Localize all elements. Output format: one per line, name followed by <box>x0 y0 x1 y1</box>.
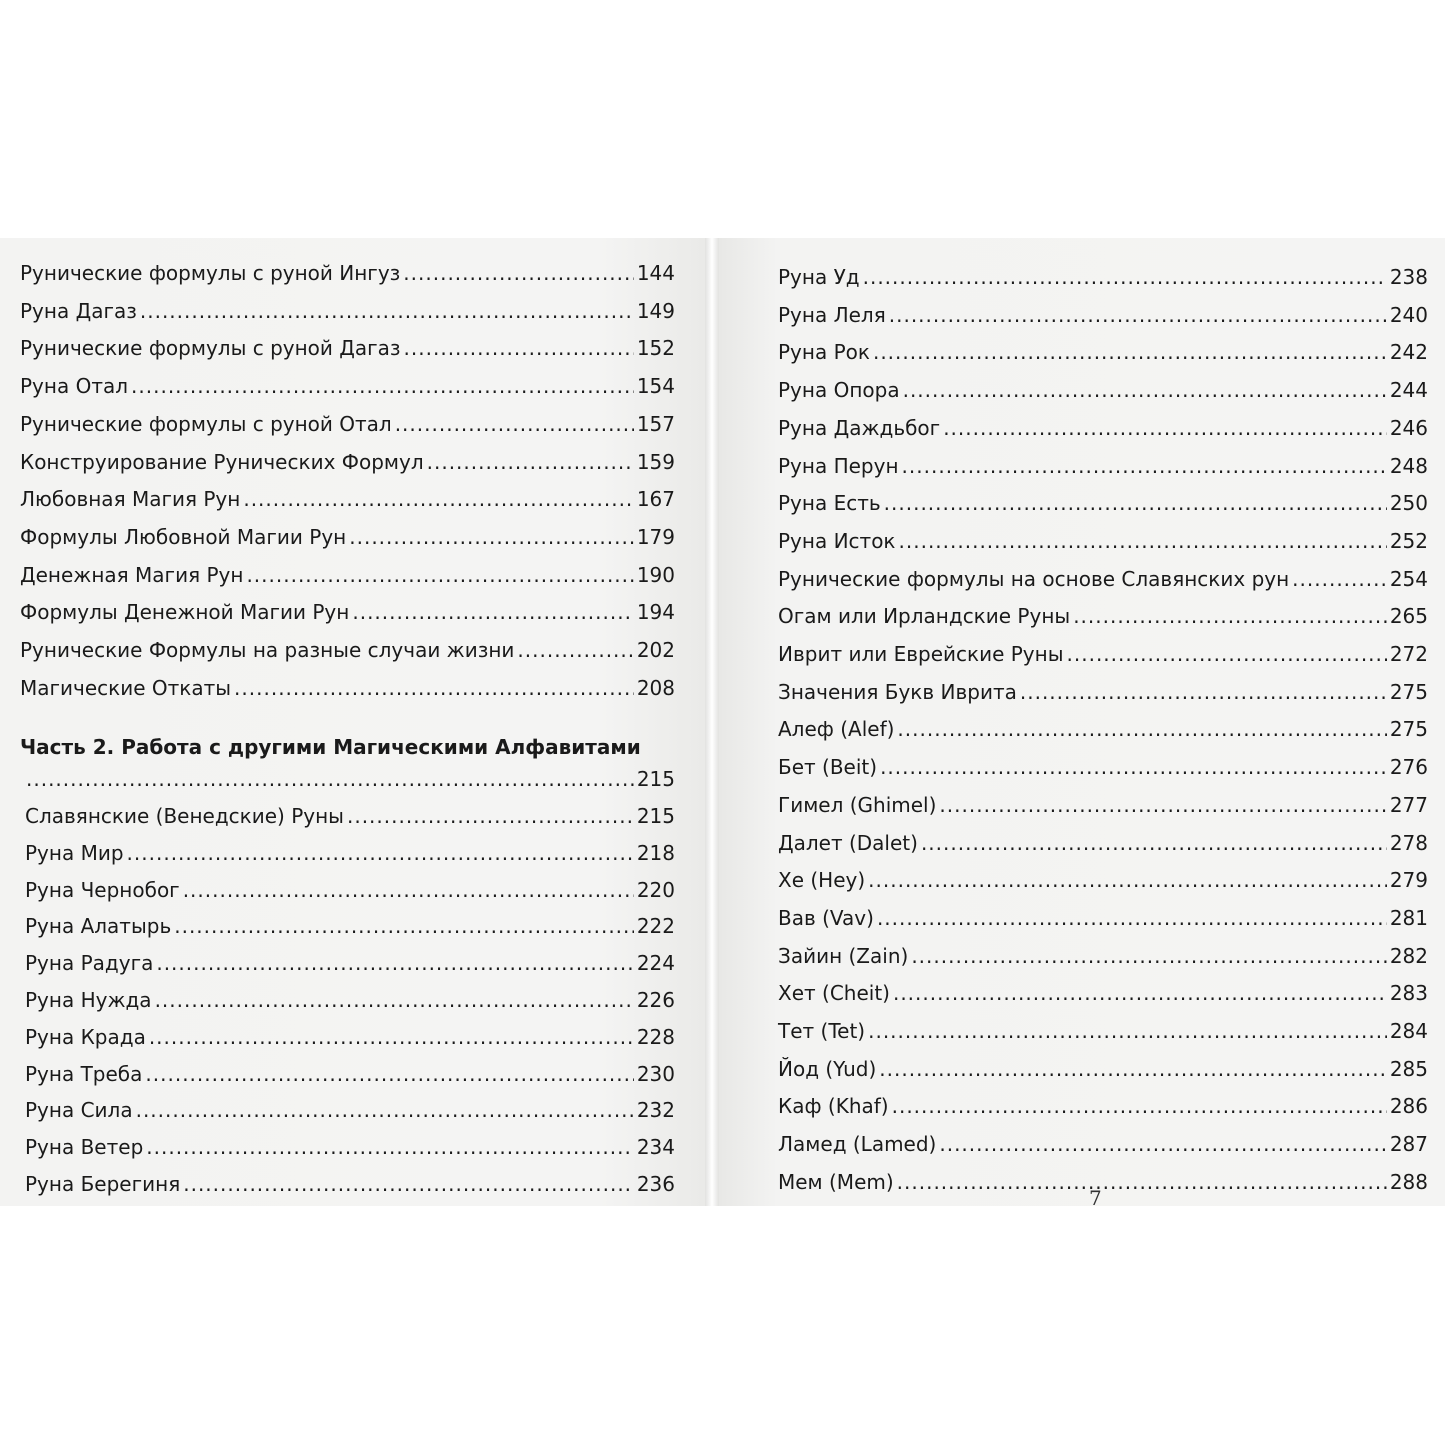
book-gutter <box>705 238 719 1206</box>
toc-leader-dots <box>902 448 1387 484</box>
toc-entry-page: 287 <box>1389 1132 1428 1156</box>
book-spread <box>0 238 1445 1206</box>
toc-entry-page: 236 <box>636 1172 675 1196</box>
toc-entry-title: Руна Берегиня <box>25 1172 181 1196</box>
toc-leader-dots <box>1073 598 1387 634</box>
toc-entry <box>20 594 675 630</box>
toc-entry-title: Вав (Vav) <box>778 906 874 930</box>
toc-entry-title: Руна Мир <box>25 841 124 865</box>
toc-entry-title: Алеф (Alef) <box>778 717 895 741</box>
toc-leader-dots <box>863 259 1387 295</box>
toc-leader-dots <box>884 485 1387 521</box>
toc-entry <box>778 259 1428 295</box>
toc-entry-page: 208 <box>636 676 675 700</box>
toc-entry-page: 202 <box>636 638 675 662</box>
toc-entry-page: 252 <box>1389 529 1428 553</box>
toc-entry <box>778 372 1428 408</box>
toc-entry-page: 157 <box>636 412 675 436</box>
toc-entry <box>778 523 1428 559</box>
toc-leader-dots <box>243 481 633 517</box>
toc-leader-dots <box>395 406 634 442</box>
toc-entry-title: Йод (Yud) <box>778 1057 877 1081</box>
toc-entry-page: 159 <box>636 450 675 474</box>
page-number: 7 <box>1089 1186 1102 1206</box>
toc-entry <box>778 975 1428 1011</box>
toc-leader-dots <box>911 938 1387 974</box>
toc-entry <box>778 711 1428 747</box>
toc-entry-page: 275 <box>1389 680 1428 704</box>
toc-leader-dots <box>404 330 634 366</box>
toc-leader-dots <box>921 825 1387 861</box>
toc-entry-title: Руна Алатырь <box>25 914 172 938</box>
toc-leader-dots <box>352 594 633 630</box>
toc-entry-title: Руна Крада <box>25 1025 146 1049</box>
toc-entry <box>778 297 1428 333</box>
toc-entry <box>20 368 675 404</box>
toc-entry <box>20 293 675 329</box>
toc-entry-page: 240 <box>1389 303 1428 327</box>
toc-entry <box>20 557 675 593</box>
toc-entry <box>778 674 1428 710</box>
toc-leader-dots <box>892 1088 1387 1124</box>
part-heading-leader <box>20 761 675 797</box>
toc-leader-dots <box>879 1051 1387 1087</box>
toc-entry <box>778 1013 1428 1049</box>
toc-leader-dots <box>517 632 633 668</box>
toc-entry-title: Любовная Магия Рун <box>20 487 241 511</box>
toc-leader-dots <box>131 368 634 404</box>
toc-entry-title: Руна Дагаз <box>20 299 137 323</box>
toc-entry-title: Руна Отал <box>20 374 129 398</box>
toc-entry-title: Магические Откаты <box>20 676 232 700</box>
toc-entry-page: 167 <box>636 487 675 511</box>
toc-entry-title: Рунические формулы на основе Славянских рун <box>778 567 1290 591</box>
toc-entry-title: Мем (Mem) <box>778 1170 894 1194</box>
toc-leader-dots <box>903 372 1387 408</box>
toc-entry <box>778 900 1428 936</box>
toc-entry-page: 154 <box>636 374 675 398</box>
toc-leader-dots <box>899 523 1387 559</box>
toc-entry-page: 228 <box>636 1025 675 1049</box>
toc-entry-page: 286 <box>1389 1094 1428 1118</box>
toc-entry-title: Каф (Khaf) <box>778 1094 889 1118</box>
toc-leader-dots <box>1292 561 1387 597</box>
toc-entry-title: Рунические формулы с руной Отал <box>20 412 392 436</box>
toc-entry-page: 218 <box>636 841 675 865</box>
right-page <box>719 238 1445 1206</box>
toc-entry-page: 283 <box>1389 981 1428 1005</box>
toc-entry-page: 190 <box>636 563 675 587</box>
toc-entry-page: 179 <box>636 525 675 549</box>
toc-entry-title: Руна Треба <box>25 1062 143 1086</box>
toc-leader-dots <box>156 945 633 981</box>
toc-leader-dots <box>183 872 634 908</box>
toc-entry-title: Ламед (Lamed) <box>778 1132 937 1156</box>
toc-entry-page: 232 <box>636 1098 675 1122</box>
toc-entry-title: Рунические Формулы на разные случаи жизни <box>20 638 515 662</box>
toc-leader-dots <box>26 761 634 797</box>
toc-entry <box>20 406 675 442</box>
toc-entry-title: Формулы Денежной Магии Рун <box>20 600 350 624</box>
toc-entry <box>20 632 675 668</box>
toc-entry-page: 288 <box>1389 1170 1428 1194</box>
toc-entry <box>778 938 1428 974</box>
toc-entry <box>778 561 1428 597</box>
toc-entry-title: Формулы Любовной Магии Рун <box>20 525 347 549</box>
toc-entry-title: Далет (Dalet) <box>778 831 918 855</box>
toc-leader-dots <box>1067 636 1387 672</box>
toc-entry-title: Руна Сила <box>25 1098 133 1122</box>
toc-entry-page: 278 <box>1389 831 1428 855</box>
toc-entry-page: 242 <box>1389 340 1428 364</box>
toc-entry <box>778 485 1428 521</box>
toc-entry-title: Руна Опора <box>778 378 900 402</box>
toc-entry-title: Конструирование Рунических Формул <box>20 450 424 474</box>
toc-entry-title: Иврит или Еврейские Руны <box>778 642 1064 666</box>
toc-entry-page: 248 <box>1389 454 1428 478</box>
toc-entry-page: 276 <box>1389 755 1428 779</box>
toc-entry-page: 282 <box>1389 944 1428 968</box>
toc-entry-title: Руна Ветер <box>25 1135 144 1159</box>
toc-entry-title: Руна Исток <box>778 529 896 553</box>
toc-entry-title: Руна Уд <box>778 265 860 289</box>
toc-entry-page: 250 <box>1389 491 1428 515</box>
toc-leader-dots <box>877 900 1387 936</box>
toc-entry <box>778 410 1428 446</box>
toc-entry-title: Славянские (Венедские) Руны <box>25 804 344 828</box>
toc-leader-dots <box>897 711 1386 747</box>
toc-entry <box>778 1051 1428 1087</box>
toc-entry-page: 244 <box>1389 378 1428 402</box>
toc-leader-dots <box>427 444 634 480</box>
toc-leader-dots <box>349 519 634 555</box>
toc-leader-dots <box>939 787 1386 823</box>
toc-leader-dots <box>889 297 1387 333</box>
toc-entry-page: 215 <box>636 767 675 791</box>
toc-entry <box>778 749 1428 785</box>
toc-leader-dots <box>943 410 1387 446</box>
left-page <box>0 238 705 1206</box>
toc-entry-title: Тет (Tet) <box>778 1019 866 1043</box>
toc-entry <box>778 862 1428 898</box>
toc-entry-title: Денежная Магия Рун <box>20 563 244 587</box>
toc-entry-title: Руна Леля <box>778 303 886 327</box>
toc-entry-page: 238 <box>1389 265 1428 289</box>
toc-entry-title: Бет (Beit) <box>778 755 878 779</box>
toc-entry-title: Гимел (Ghimel) <box>778 793 937 817</box>
toc-entry-title: Руна Есть <box>778 491 881 515</box>
toc-entry-title: Значения Букв Иврита <box>778 680 1017 704</box>
toc-entry-title: Руна Рок <box>778 340 870 364</box>
toc-entry <box>25 1056 675 1092</box>
toc-entry-page: 246 <box>1389 416 1428 440</box>
toc-entry-page: 224 <box>636 951 675 975</box>
toc-leader-dots <box>868 1013 1387 1049</box>
toc-leader-dots <box>183 1166 634 1202</box>
toc-entry <box>25 798 675 834</box>
toc-entry <box>25 835 675 871</box>
toc-entry-page: 220 <box>636 878 675 902</box>
toc-entry <box>25 982 675 1018</box>
toc-leader-dots <box>897 1164 1387 1200</box>
toc-entry-page: 285 <box>1389 1057 1428 1081</box>
toc-leader-dots <box>149 1019 634 1055</box>
toc-entry <box>25 1092 675 1128</box>
toc-entry-page: 275 <box>1389 717 1428 741</box>
toc-entry <box>20 481 675 517</box>
toc-leader-dots <box>868 862 1387 898</box>
toc-entry-page: 152 <box>636 336 675 360</box>
toc-entry-title: Зайин (Zain) <box>778 944 909 968</box>
toc-entry-title: Руна Даждьбог <box>778 416 941 440</box>
toc-entry <box>778 636 1428 672</box>
toc-entry-title: Рунические формулы с руной Дагаз <box>20 336 401 360</box>
toc-leader-dots <box>873 334 1387 370</box>
toc-leader-dots <box>1020 674 1387 710</box>
toc-entry-title: Огам или Ирландские Руны <box>778 604 1071 628</box>
toc-entry <box>778 787 1428 823</box>
toc-leader-dots <box>234 670 634 706</box>
toc-entry-page: 230 <box>636 1062 675 1086</box>
toc-entry-title: Хе (Hey) <box>778 868 866 892</box>
toc-entry-title: Руна Нужда <box>25 988 152 1012</box>
toc-entry <box>25 945 675 981</box>
toc-leader-dots <box>347 798 634 834</box>
toc-leader-dots <box>136 1092 634 1128</box>
toc-entry <box>20 670 675 706</box>
toc-entry-title: Руна Чернобог <box>25 878 180 902</box>
toc-entry <box>25 872 675 908</box>
toc-leader-dots <box>403 255 634 291</box>
toc-entry-page: 284 <box>1389 1019 1428 1043</box>
toc-entry-page: 254 <box>1389 567 1428 591</box>
toc-entry <box>25 1166 675 1202</box>
toc-leader-dots <box>893 975 1387 1011</box>
toc-entry <box>778 1088 1428 1124</box>
toc-entry <box>20 330 675 366</box>
toc-entry-page: 194 <box>636 600 675 624</box>
toc-leader-dots <box>140 293 634 329</box>
toc-entry-page: 222 <box>636 914 675 938</box>
toc-leader-dots <box>246 557 633 593</box>
toc-leader-dots <box>146 1129 634 1165</box>
toc-entry <box>20 255 675 291</box>
toc-entry-page: 265 <box>1389 604 1428 628</box>
toc-entry-page: 144 <box>636 261 675 285</box>
toc-entry <box>25 908 675 944</box>
toc-entry-page: 277 <box>1389 793 1428 817</box>
toc-entry <box>778 1164 1428 1200</box>
toc-entry <box>20 444 675 480</box>
toc-leader-dots <box>127 835 634 871</box>
toc-entry-page: 215 <box>636 804 675 828</box>
toc-entry <box>25 1129 675 1165</box>
toc-entry-title: Рунические формулы с руной Ингуз <box>20 261 401 285</box>
toc-entry-page: 149 <box>636 299 675 323</box>
toc-entry-page: 279 <box>1389 868 1428 892</box>
toc-entry <box>778 598 1428 634</box>
toc-leader-dots <box>880 749 1387 785</box>
toc-entry-page: 281 <box>1389 906 1428 930</box>
toc-entry <box>25 1019 675 1055</box>
toc-entry-title: Хет (Cheit) <box>778 981 890 1005</box>
toc-entry <box>778 448 1428 484</box>
toc-entry-page: 272 <box>1389 642 1428 666</box>
toc-entry-page: 226 <box>636 988 675 1012</box>
toc-entry <box>20 519 675 555</box>
toc-entry <box>778 334 1428 370</box>
part-heading: Часть 2. Работа с другими Магическими Алфавитами <box>20 735 641 759</box>
toc-entry <box>778 825 1428 861</box>
toc-leader-dots <box>174 908 634 944</box>
toc-entry <box>778 1126 1428 1162</box>
toc-leader-dots <box>155 982 634 1018</box>
toc-leader-dots <box>145 1056 633 1092</box>
toc-entry-title: Руна Перун <box>778 454 899 478</box>
toc-leader-dots <box>939 1126 1386 1162</box>
toc-entry-page: 234 <box>636 1135 675 1159</box>
toc-entry-title: Руна Радуга <box>25 951 154 975</box>
